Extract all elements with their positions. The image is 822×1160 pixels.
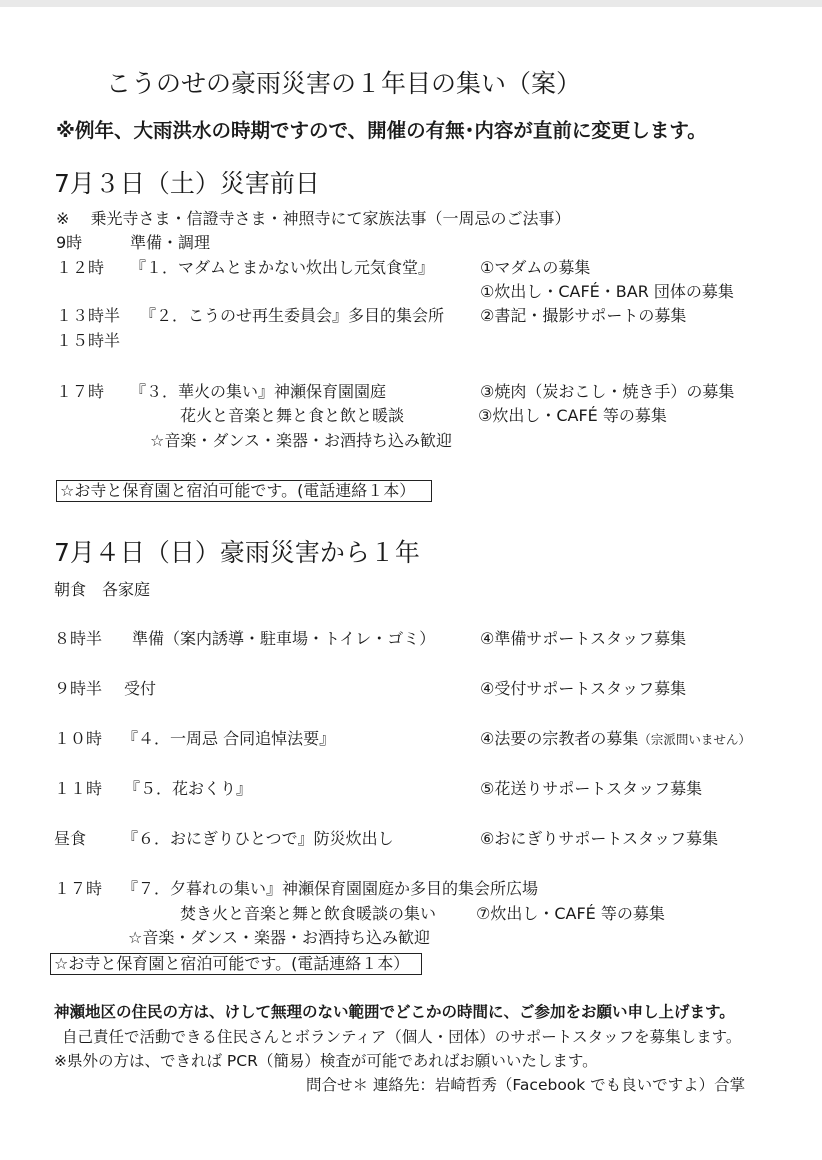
day1-row-recruit: ①炊出し・CAFÉ・BAR 団体の募集	[480, 282, 734, 301]
day2-recruit-note: （宗派問いません）	[638, 732, 751, 747]
day1-lodging-text: ☆お寺と保育園と宿泊可能です。(電話連絡１本）	[60, 481, 416, 500]
day2-row-recruit: ⑥おにぎりサポートスタッフ募集	[480, 829, 719, 848]
footer-request: 神瀬地区の住民の方は、けして無理のない範囲でどこかの時間に、ご参加をお願い申し上げます。	[54, 1003, 735, 1021]
day2-lodging-box	[50, 953, 422, 975]
day2-row-event: 『４．一周忌 合同追悼法要』	[122, 729, 336, 748]
footer-recruit: 自己責任で活動できる住民さんとボランティア（個人・団体）のサポートスタッフを募集します。	[62, 1028, 742, 1046]
day2-row-time: ９時半	[54, 679, 103, 698]
day2-row-event: 受付	[124, 679, 157, 698]
day1-heading: 7月３日（土）災害前日	[54, 169, 320, 198]
day1-row-event: 準備・調理	[130, 233, 211, 252]
day2-row-event: 焚き火と音楽と舞と飲食暖談の集い	[180, 904, 437, 923]
day1-row-time: 9時	[56, 233, 83, 252]
footer-pcr: ※県外の方は、できれば PCR（簡易）検査が可能であればお願いいたします。	[54, 1052, 598, 1070]
day2-lodging-text: ☆お寺と保育園と宿泊可能です。(電話連絡１本）	[54, 954, 410, 973]
day2-row-time: １１時	[54, 779, 103, 798]
footer-contact: 問合せ＊ 連絡先：岩崎哲秀（Facebook でも良いですよ）合掌	[306, 1076, 746, 1094]
day2-row-recruit	[480, 731, 751, 747]
day1-row-time: １３時半	[56, 306, 121, 325]
day2-row-recruit: ⑤花送りサポートスタッフ募集	[480, 779, 703, 798]
day1-note: ※ 乗光寺さま・信證寺さま・神照寺にて家族法事（一周忌のご法事）	[56, 209, 571, 228]
day2-row-event: 『５．花おくり』	[124, 779, 253, 798]
day2-row-recruit: ④受付サポートスタッフ募集	[480, 679, 687, 698]
day2-recruit-text: ④法要の宗教者の募集	[480, 729, 639, 748]
day2-row-time: 昼食	[54, 829, 87, 848]
day2-row-recruit: ⑦炊出し・CAFÉ 等の募集	[476, 904, 665, 923]
day2-row-time: １０時	[54, 729, 103, 748]
day1-row-event: 『３．華火の集い』神瀬保育園園庭	[130, 382, 387, 401]
day1-row-time: １７時	[56, 382, 105, 401]
day1-row-recruit: ②書記・撮影サポートの募集	[480, 306, 687, 325]
day2-row-event: 『６．おにぎりひとつで』防災炊出し	[122, 829, 394, 848]
day2-row-time: ８時半	[54, 629, 103, 648]
day1-row-recruit: ③焼肉（炭おこし・焼き手）の募集	[480, 382, 735, 401]
day2-row-event: 準備（案内誘導・駐車場・トイレ・ゴミ）	[132, 629, 436, 648]
day1-row-event: ☆音楽・ダンス・楽器・お酒持ち込み歓迎	[150, 431, 453, 450]
notice-text: ※例年、大雨洪水の時期ですので、開催の有無･内容が直前に変更します。	[56, 119, 707, 142]
day1-row-time: １５時半	[56, 331, 121, 350]
page-title: こうのせの豪雨災害の１年目の集い（案）	[106, 69, 582, 98]
day1-row-event: 『１．マダムとまかない炊出し元気食堂』	[130, 258, 435, 277]
day1-lodging-box	[56, 480, 432, 502]
day2-breakfast: 朝食 各家庭	[54, 580, 151, 599]
day1-row-recruit: ③炊出し・CAFÉ 等の募集	[478, 406, 667, 425]
day2-heading: 7月４日（日）豪雨災害から１年	[54, 538, 420, 567]
top-band	[0, 0, 822, 7]
day2-row-time: １７時	[54, 879, 103, 898]
day1-row-event: 『２．こうのせ再生委員会』多目的集会所	[140, 306, 445, 325]
day2-row-event: ☆音楽・ダンス・楽器・お酒持ち込み歓迎	[128, 928, 431, 947]
day1-row-time: １２時	[56, 258, 105, 277]
day2-row-event: 『７．夕暮れの集い』神瀬保育園園庭か多目的集会所広場	[122, 879, 539, 898]
day1-row-recruit: ①マダムの募集	[480, 258, 591, 277]
day2-row-recruit: ④準備サポートスタッフ募集	[480, 629, 687, 648]
day1-row-event: 花火と音楽と舞と食と飲と暖談	[180, 406, 405, 425]
